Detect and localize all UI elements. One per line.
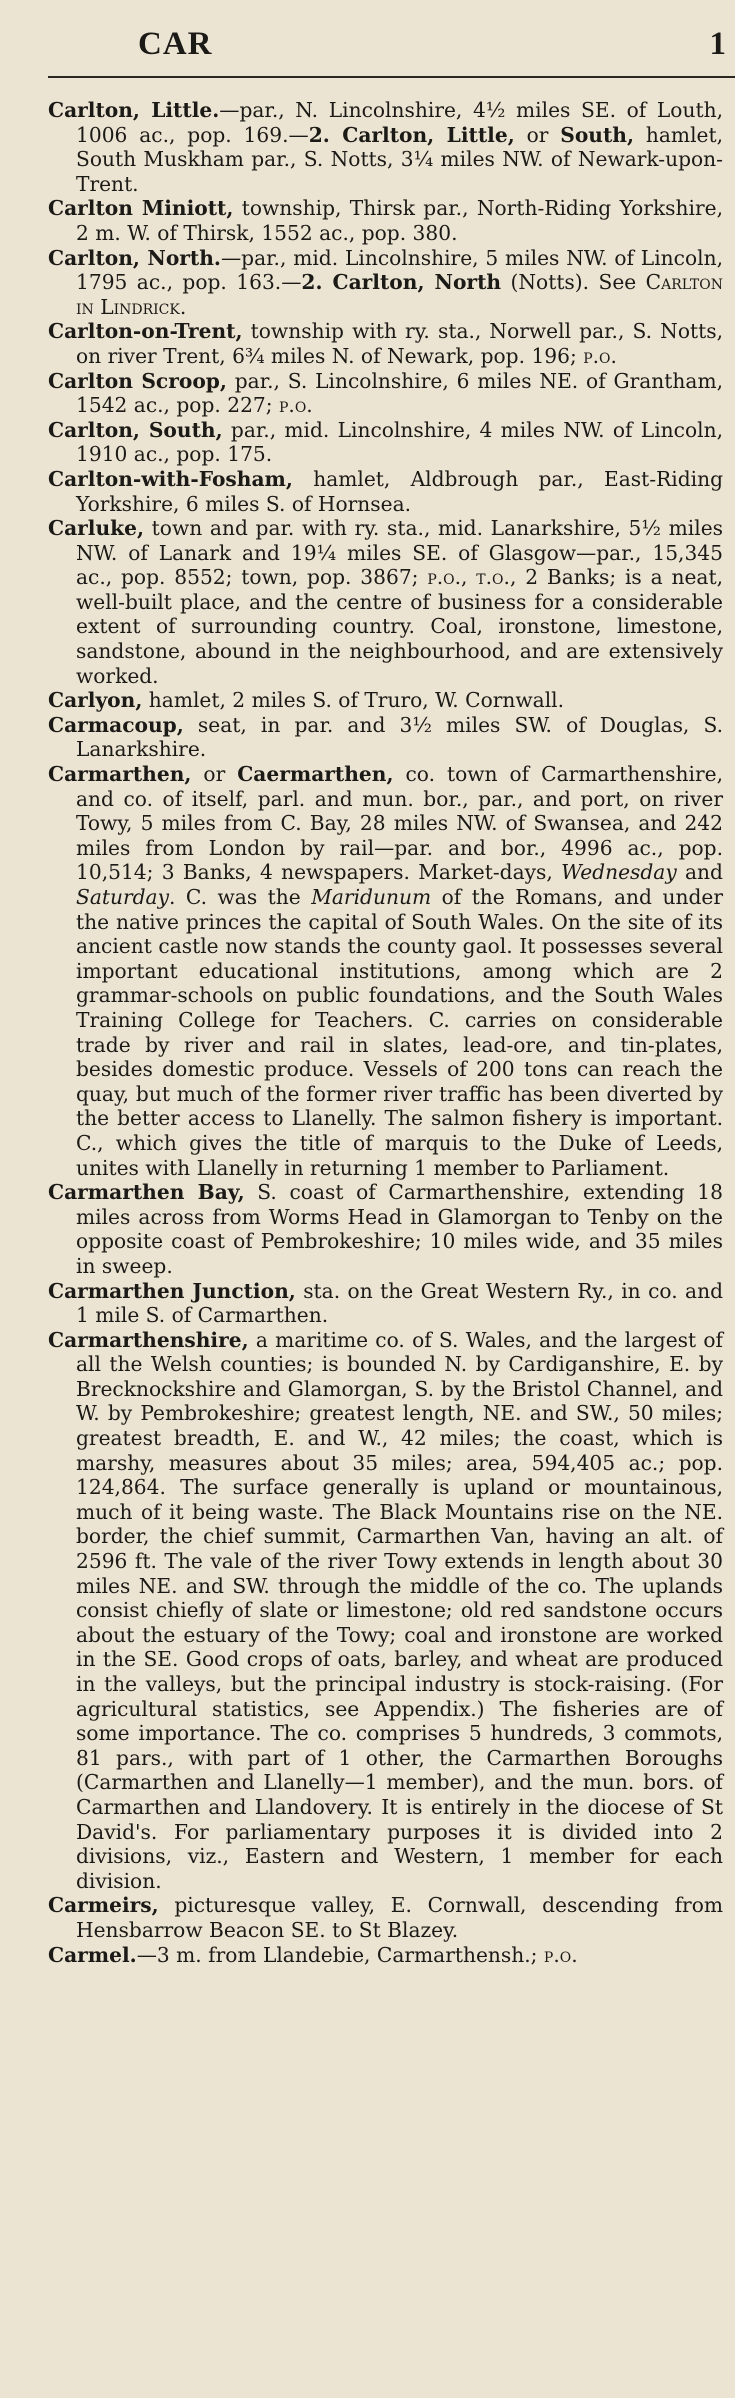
headword: Carmarthenshire, (48, 1327, 249, 1352)
entry-text: co. town of Carmarthenshire, and co. of itself, parl. and mun. bor., par., and port, on river Towy, 5 miles from C. Bay, 28 miles NW. of Swansea, and 242 miles from London by rail—par. and bor., 4996 ac., pop. 10,514; 3 Banks, 4 newspapers. Market-days, (76, 762, 724, 885)
entry-text: a maritime co. of S. Wales, and the largest of all the Welsh counties; is bounded N. by Cardiganshire, E. by Brecknockshire and Glamorgan, S. by the Bristol Channel, and W. by Pembrokeshire; greatest length, NE. and SW., 50 miles; greatest breadth, E. and W., 42 miles; the coast, which is marshy, measures about 35 miles; area, 594,405 ac.; pop. 124,864. The surface generally is upland or mountainous, much of it being waste. The Black Mountains rise on the NE. border, the chief summit, Carmarthen Van, having an alt. of 2596 ft. The vale of the river Towy extends in length about 30 miles NE. and SW. through the middle of the co. The uplands consist chiefly of slate or limestone; old red sandstone occurs about the estuary of the Towy; coal and ironstone are worked in the SE. Good crops of oats, barley, and wheat are produced in the valleys, but the principal industry is stock-raising. (For agricultural statistics, see Appendix.) The fisheries are of some importance. The co. comprises 5 hundreds, 3 commots, 81 pars., with part of 1 other, the Carmarthen Boroughs (Carmarthen and Llanelly—1 member), and the mun. bors. of Carmarthen and Llandovery. It is entirely in the diocese of St David's. For parliamentary purposes it is divided into 2 divisions, viz., Eastern and Western, 1 member for each division. (76, 1327, 723, 1893)
entry-carlton-scroop (48, 369, 723, 418)
abbreviation: p.o., t.o., (427, 565, 517, 590)
italic-text: Saturday (76, 885, 169, 909)
headword: Carlyon, (48, 688, 143, 713)
entry-carlton-with-fosham (48, 467, 723, 516)
entry-text: hamlet, Aldbrough par., East-Riding Yorkshire, 6 miles S. of Hornsea. (76, 466, 723, 516)
headword: Carlton Miniott, (48, 196, 234, 221)
entry-text: hamlet, 2 miles S. of Truro, W. Cornwall. (142, 688, 565, 713)
entries-column (48, 98, 723, 1967)
entry-carmeirs (48, 1893, 723, 1942)
headword: Carmarthen Junction, (48, 1278, 296, 1303)
entry-text: sta. on the Great Western Ry., in co. and 1 mile S. of Carmarthen. (76, 1278, 723, 1328)
entry-text: or (191, 762, 238, 787)
headword: Carmeirs, (48, 1893, 159, 1918)
entry-text: —par., mid. Lincolnshire, 5 miles NW. of Lincoln, 1795 ac., pop. 163.— (76, 245, 723, 295)
entry-carmarthen-bay (48, 1180, 723, 1278)
headword: Carmacoup, (48, 712, 184, 737)
entry-carmarthen-junction (48, 1279, 723, 1328)
headword: Carlton, North. (48, 245, 221, 270)
entry-text: (Notts). See (501, 270, 646, 295)
page-number: 1 (709, 26, 727, 62)
entry-text: hamlet, South Muskham par., S. Notts, 3¼ miles NW. of Newark-upon-Trent. (76, 122, 724, 196)
entry-carlton-on-trent (48, 319, 723, 368)
cross-reference: Carlton in Lindrick (76, 270, 723, 319)
entry-carlton-north (48, 246, 723, 320)
entry-text: township with ry. sta., Norwell par., S. Notts, on river Trent, 6¾ miles N. of Newark, pop. 196; (76, 319, 723, 368)
entry-text: or (514, 122, 561, 147)
italic-text: Wednesday (561, 860, 677, 885)
entry-text: . C. was the (169, 885, 312, 909)
entry-carmarthenshire (48, 1328, 723, 1894)
headword: Carlton Scroop, (48, 368, 227, 393)
entry-carlton-south (48, 418, 723, 467)
entry-text: —3 m. from Llandebie, Carmarthensh.; (136, 1942, 544, 1967)
header-word: CAR (138, 26, 213, 62)
headword: Carlton, Little. (48, 98, 220, 122)
header-rule (48, 76, 735, 78)
entry-text: par., S. Lincolnshire, 6 miles NE. of Grantham, 1542 ac., pop. 227; (76, 368, 724, 418)
entry-carmarthen (48, 762, 723, 1180)
entry-text: —par., N. Lincolnshire, 4½ miles SE. of Louth, 1006 ac., pop. 169.— (76, 98, 723, 147)
italic-text: Maridunum (311, 885, 432, 909)
entry-carlton-little (48, 98, 723, 196)
entry-text: township, Thirsk par., North-Riding Yorkshire, 2 m. W. of Thirsk, 1552 ac., pop. 380. (76, 196, 724, 245)
entry-text: S. coast of Carmarthenshire, extending 18 miles across from Worms Head in Glamorgan to Tenby on the opposite coast of Pembrokeshire; 10 miles wide, and 35 miles in sweep. (76, 1180, 723, 1278)
entry-carluke (48, 516, 723, 688)
entry-carlton-miniott (48, 196, 723, 245)
entry-text: . (179, 294, 187, 319)
headword: Carmel. (48, 1942, 137, 1967)
headword: Carlton-with-Fosham, (48, 466, 293, 491)
headword: 2. Carlton, North (301, 270, 502, 295)
entry-text: of the Romans, and under the native princes the capital of South Wales. On the site of its ancient castle now stands the county gaol. It possesses several important educational institutions, among which are 2 grammar-schools on public foundations, and the South Wales Training College for Teachers. C. carries on considerable trade by river and rail in slates, lead-ore, and tin-plates, besides domestic produce. Vessels of 200 tons can reach the quay, but much of the former river traffic has been diverted by the better access to Llanelly. The salmon fishery is important. C., which gives the title of marquis to the Duke of Leeds, unites with Llanelly in returning 1 member to Parliament. (76, 885, 723, 1180)
headword: Carmarthen, (48, 762, 192, 787)
abbreviation: p.o. (278, 393, 313, 418)
headword: Carlton, South, (48, 417, 223, 442)
entry-carlyon (48, 688, 723, 713)
headword: Caermarthen, (237, 762, 394, 787)
abbreviation: p.o. (583, 343, 617, 368)
entry-text: and (676, 860, 723, 885)
entry-text: town and par. with ry. sta., mid. Lanarkshire, 5½ miles NW. of Lanark and 19¼ miles SE. of Glasgow—par., 15,345 ac., pop. 8552; town, pop. 3867; (76, 516, 723, 590)
abbreviation: p.o. (543, 1942, 578, 1967)
running-header (48, 26, 735, 72)
entry-text: seat, in par. and 3½ miles SW. of Douglas, S. Lanarkshire. (76, 712, 723, 762)
headword: Carluke, (48, 516, 144, 541)
headword: South, (560, 122, 635, 147)
entry-text: par., mid. Lincolnshire, 4 miles NW. of Lincoln, 1910 ac., pop. 175. (76, 417, 723, 467)
entry-text: picturesque valley, E. Cornwall, descending from Hensbarrow Beacon SE. to St Blazey. (76, 1893, 723, 1942)
headword: Carmarthen Bay, (48, 1180, 245, 1205)
entry-carmel (48, 1943, 723, 1968)
headword: Carlton-on-Trent, (48, 319, 243, 344)
entry-text: 2 Banks; is a neat, well-built place, and the centre of business for a considerable extent of surrounding country. Coal, ironstone, limestone, sandstone, abound in the neighbourhood, and are extensively worked. (76, 565, 723, 688)
entry-carmacoup (48, 713, 723, 762)
headword: 2. Carlton, Little, (308, 122, 515, 147)
